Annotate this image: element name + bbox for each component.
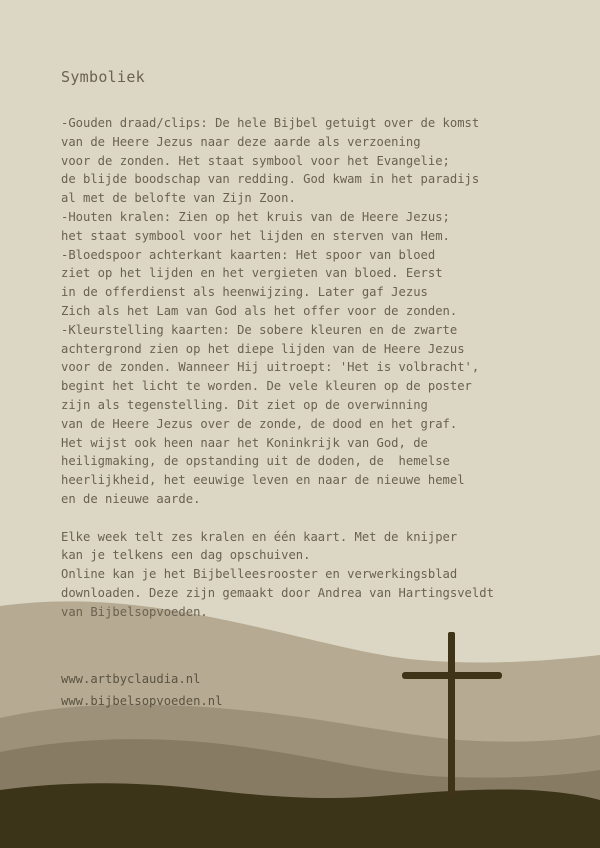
text-line: -Kleurstelling kaarten: De sobere kleuren en de zwarte xyxy=(61,322,458,337)
text-line: kan je telkens een dag opschuiven. xyxy=(61,548,311,563)
text-line: Zich als het Lam van God als het offer voor de zonden. xyxy=(61,303,458,318)
main-text xyxy=(61,68,591,622)
text-line: zijn als tegenstelling. Dit ziet op de overwinning xyxy=(61,397,428,412)
link-artbyclaudia[interactable]: www.artbyclaudia.nl xyxy=(61,672,201,686)
link-bijbelsopvoeden[interactable]: www.bijbelsopvoeden.nl xyxy=(61,694,223,708)
text-line: en de nieuwe aarde. xyxy=(61,491,201,506)
text-line: -Gouden draad/clips: De hele Bijbel getuigt over de komst xyxy=(61,116,480,130)
page-title: Symboliek xyxy=(61,68,145,86)
text-line: van Bijbelsopvoeden. xyxy=(61,604,208,619)
text-line: heiligmaking, de opstanding uit de doden, de hemelse xyxy=(61,454,450,469)
text-line: al met de belofte van Zijn Zoon. xyxy=(61,191,296,206)
text-line: achtergrond zien op het diepe lijden van de Heere Jezus xyxy=(61,341,465,356)
text-line: van de Heere Jezus naar deze aarde als verzoening xyxy=(61,134,421,149)
cross-horizontal-beam xyxy=(402,672,502,679)
text-line: ziet op het lijden en het vergieten van bloed. Eerst xyxy=(61,266,443,281)
text-line: de blijde boodschap van redding. God kwam in het paradijs xyxy=(61,172,480,187)
text-line: Online kan je het Bijbelleesrooster en verwerkingsblad xyxy=(61,567,458,582)
website-links xyxy=(61,668,222,712)
text-line: het staat symbool voor het lijden en sterven van Hem. xyxy=(61,228,450,243)
text-line: voor de zonden. Wanneer Hij uitroept: 'Het is volbracht', xyxy=(61,360,480,375)
text-line: begint het licht te worden. De vele kleuren op de poster xyxy=(61,379,472,394)
text-line: in de offerdienst als heenwijzing. Later gaf Jezus xyxy=(61,285,428,300)
text-line: voor de zonden. Het staat symbool voor het Evangelie; xyxy=(61,153,450,168)
text-line: downloaden. Deze zijn gemaakt door Andrea van Hartingsveldt xyxy=(61,585,494,600)
text-line: van de Heere Jezus over de zonde, de dood en het graf. xyxy=(61,416,458,431)
text-line: Elke week telt zes kralen en één kaart. Met de knijper xyxy=(61,529,458,544)
text-line: -Bloedspoor achterkant kaarten: Het spoor van bloed xyxy=(61,247,436,262)
paragraph-symbolism xyxy=(61,114,591,509)
text-line: Het wijst ook heen naar het Koninkrijk van God, de xyxy=(61,435,428,450)
text-line: -Houten kralen: Zien op het kruis van de Heere Jezus; xyxy=(61,209,450,224)
cross-vertical-beam xyxy=(448,632,455,796)
paragraph-gap xyxy=(61,509,591,528)
text-line: heerlijkheid, het eeuwige leven en naar de nieuwe hemel xyxy=(61,473,465,488)
paragraph-instructions xyxy=(61,528,591,622)
